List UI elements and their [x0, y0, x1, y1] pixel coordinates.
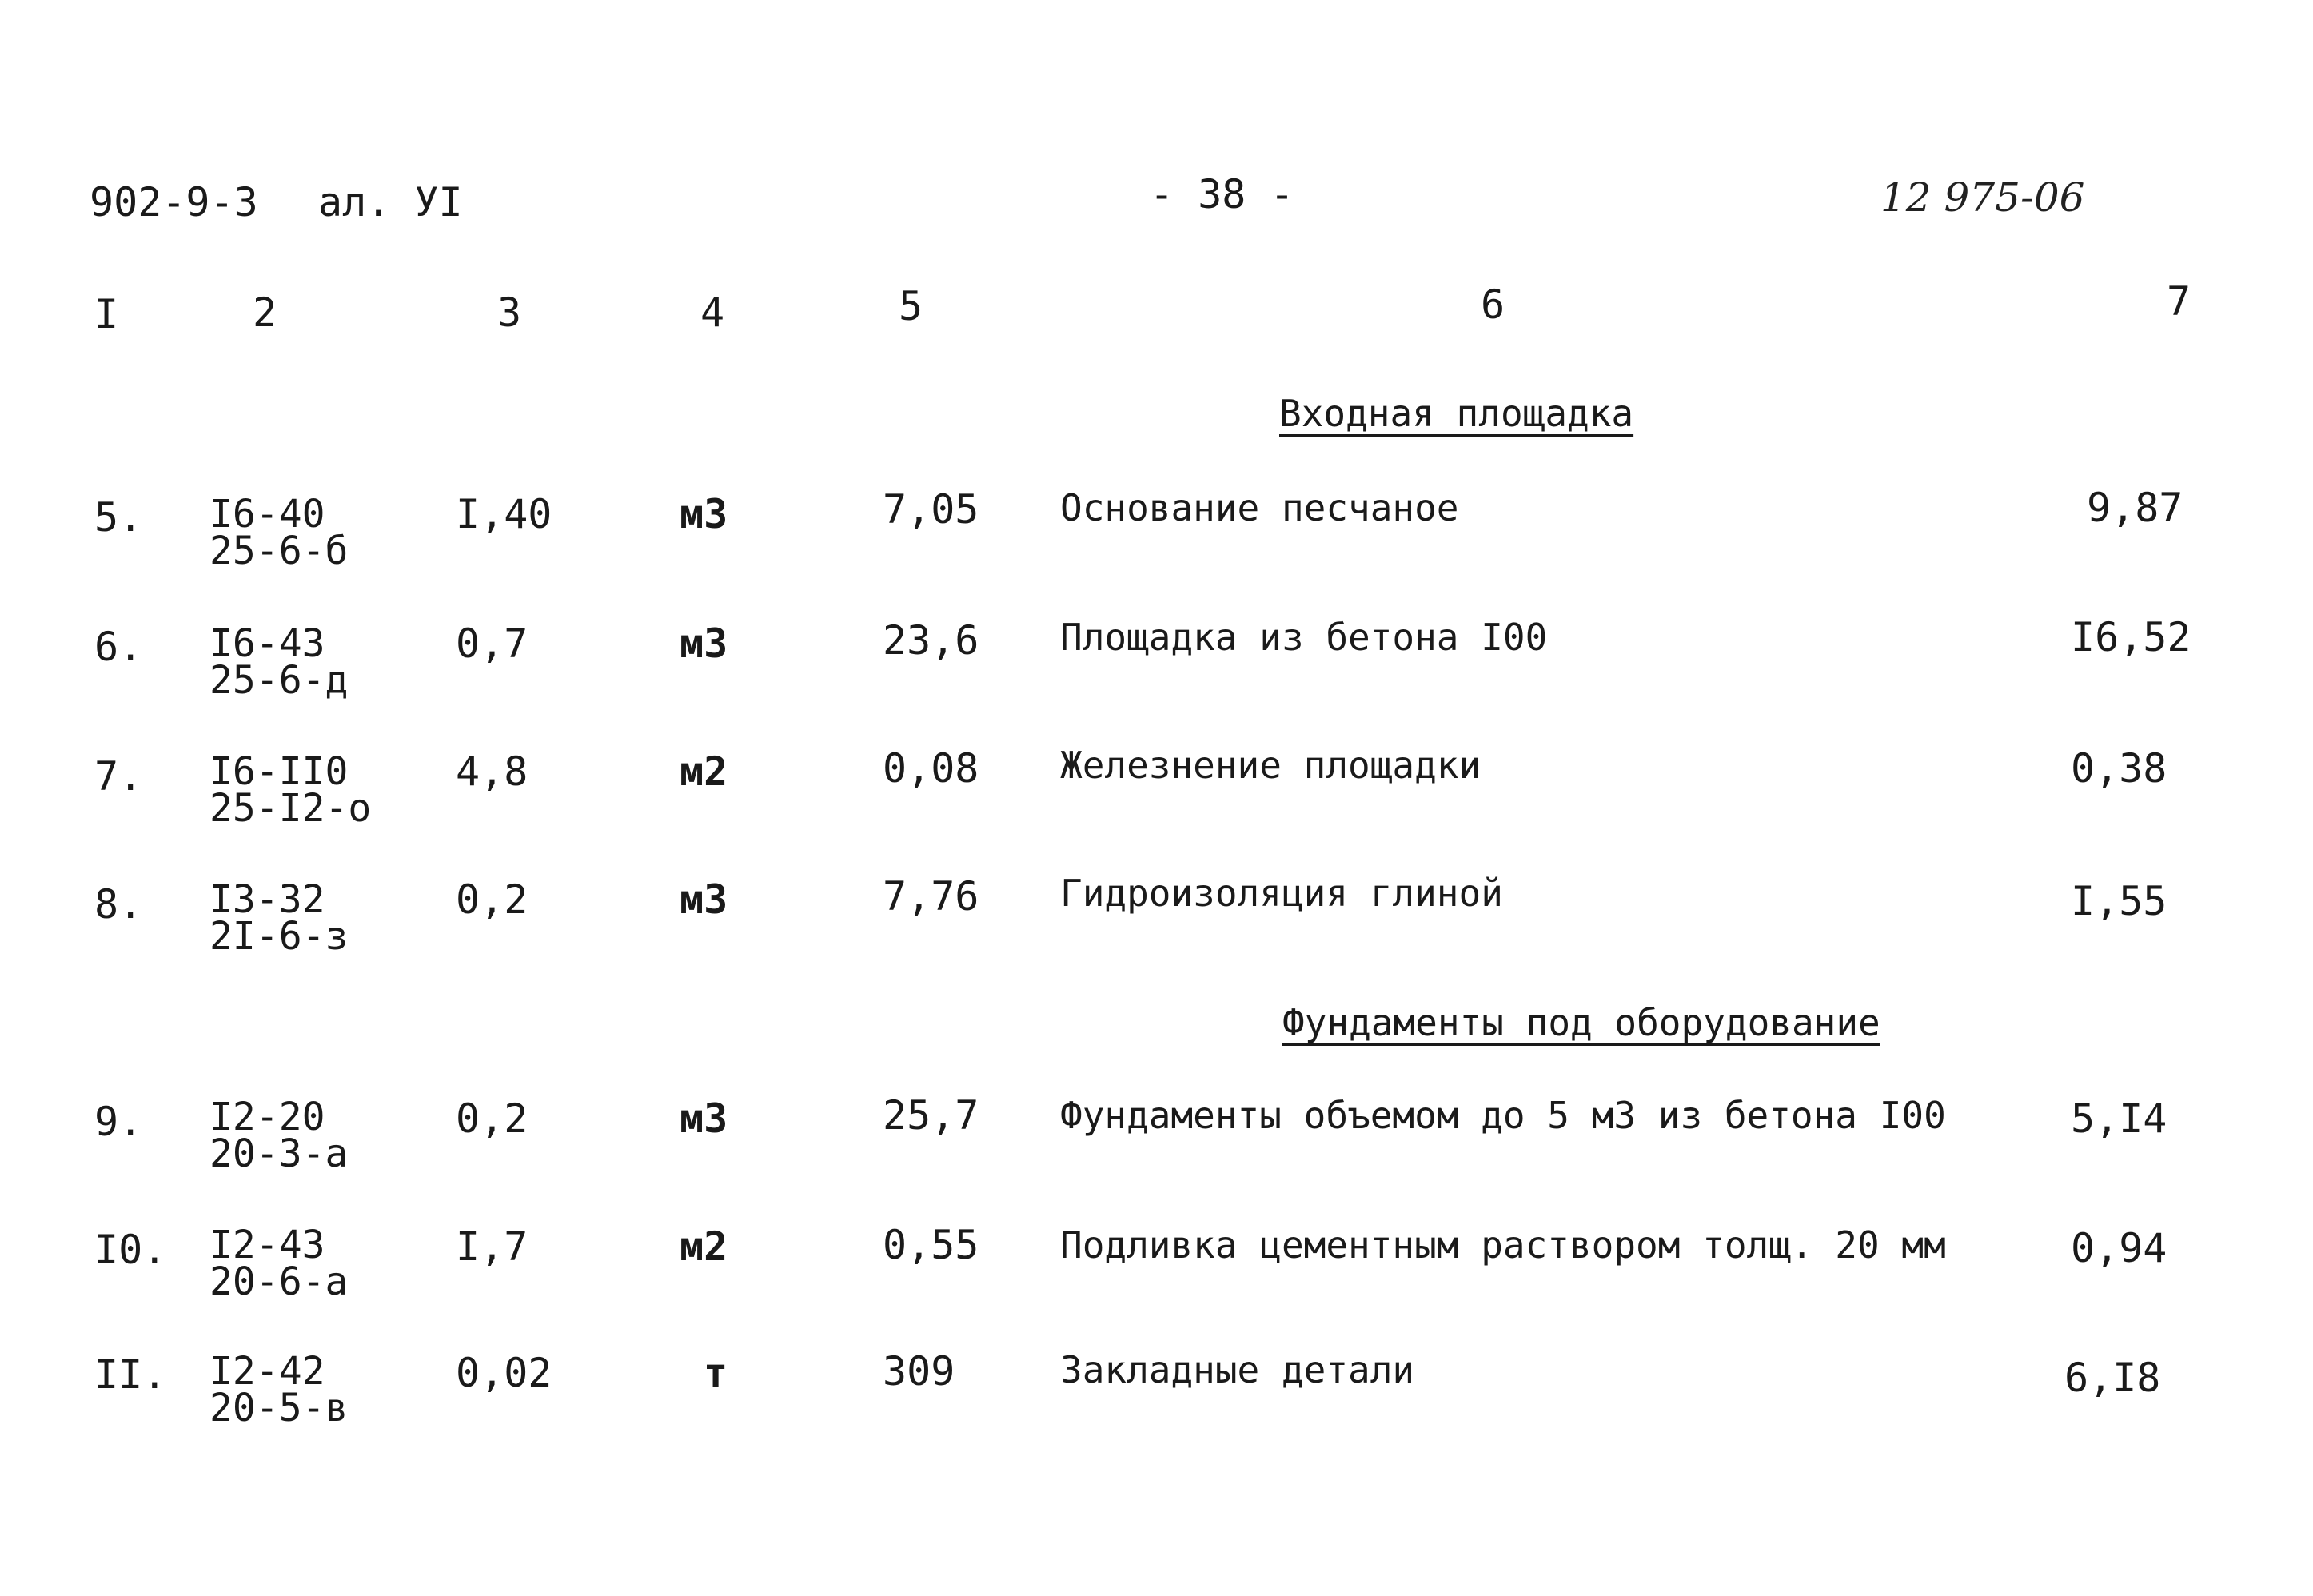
column-number-2: 2: [253, 289, 277, 336]
norm-code-primary: I6-43: [209, 621, 325, 666]
row-number: 9.: [94, 1099, 143, 1145]
norm-code-secondary: 25-6-д: [209, 658, 349, 703]
norm-code-primary: I3-32: [209, 877, 325, 922]
norm-code-secondary: 20-5-в: [209, 1386, 349, 1430]
norm-code-primary: I2-20: [209, 1095, 325, 1139]
row-number: II.: [94, 1351, 167, 1398]
work-description: Подливка цементным раствором толщ. 20 мм: [1060, 1223, 1946, 1267]
norm-code-secondary: 2I-6-з: [209, 914, 349, 959]
row-number: 7.: [94, 753, 143, 800]
column-number-4: 4: [700, 289, 725, 336]
unit-price: 25,7: [883, 1092, 979, 1139]
quantity: I,7: [456, 1223, 528, 1270]
column-number-7: 7: [2167, 278, 2191, 325]
norm-code-primary: I6-II0: [209, 749, 349, 794]
quantity: 0,2: [456, 1095, 528, 1142]
unit-price: 7,05: [883, 486, 979, 533]
row-number: I0.: [94, 1227, 167, 1273]
row-number: 5.: [94, 494, 143, 541]
work-description: Основание песчаное: [1060, 486, 1459, 529]
work-description: Закладные детали: [1060, 1348, 1415, 1391]
norm-code-primary: I2-43: [209, 1223, 325, 1267]
row-total: 5,I4: [2071, 1095, 2167, 1142]
row-total: I,55: [2071, 878, 2167, 924]
column-number-6: 6: [1481, 281, 1505, 328]
unit: м2: [680, 1223, 728, 1270]
unit: т: [704, 1350, 728, 1396]
column-number-1: I: [94, 291, 119, 337]
unit-price: 23,6: [883, 617, 979, 664]
album-label: ал. УI: [318, 179, 463, 225]
unit: м2: [680, 748, 728, 795]
row-total: 6,I8: [2064, 1355, 2161, 1401]
quantity: 4,8: [456, 748, 528, 795]
quantity: 0,7: [456, 620, 528, 667]
quantity: I,40: [456, 491, 552, 537]
row-total: 0,94: [2071, 1225, 2167, 1271]
document-code: 902-9-3: [90, 179, 258, 225]
row-number: 6.: [94, 624, 143, 670]
work-description: Фундаменты объемом до 5 м3 из бетона I00: [1060, 1094, 1946, 1137]
unit-price: 309: [883, 1348, 955, 1395]
page-number: - 38 -: [1150, 171, 1294, 217]
column-number-5: 5: [899, 283, 923, 329]
unit: м3: [680, 876, 728, 923]
norm-code-primary: I2-42: [209, 1349, 325, 1394]
quantity: 0,2: [456, 876, 528, 923]
norm-code-secondary: 20-6-а: [209, 1259, 349, 1304]
section-title: Входная площадка: [1279, 392, 1634, 435]
unit-price: 7,76: [883, 873, 979, 920]
row-total: 0,38: [2071, 745, 2167, 792]
row-total: 9,87: [2087, 485, 2183, 531]
row-number: 8.: [94, 881, 143, 928]
column-number-3: 3: [497, 289, 522, 336]
section-title: Фундаменты под оборудование: [1282, 1001, 1880, 1044]
work-description: Площадка из бетона I00: [1060, 616, 1548, 659]
unit: м3: [680, 620, 728, 667]
unit-price: 0,08: [883, 745, 979, 792]
work-description: Гидроизоляция глиной: [1060, 872, 1503, 915]
norm-code-secondary: 25-6-б: [209, 529, 349, 573]
unit-price: 0,55: [883, 1222, 979, 1268]
unit: м3: [680, 491, 728, 537]
handwritten-number: 12 975-06: [1880, 174, 2085, 221]
norm-code-primary: I6-40: [209, 492, 325, 537]
unit: м3: [680, 1095, 728, 1142]
quantity: 0,02: [456, 1350, 552, 1396]
norm-code-secondary: 25-I2-о: [209, 786, 372, 831]
row-total: I6,52: [2071, 614, 2191, 660]
norm-code-secondary: 20-3-а: [209, 1131, 349, 1176]
work-description: Железнение площадки: [1060, 744, 1482, 787]
